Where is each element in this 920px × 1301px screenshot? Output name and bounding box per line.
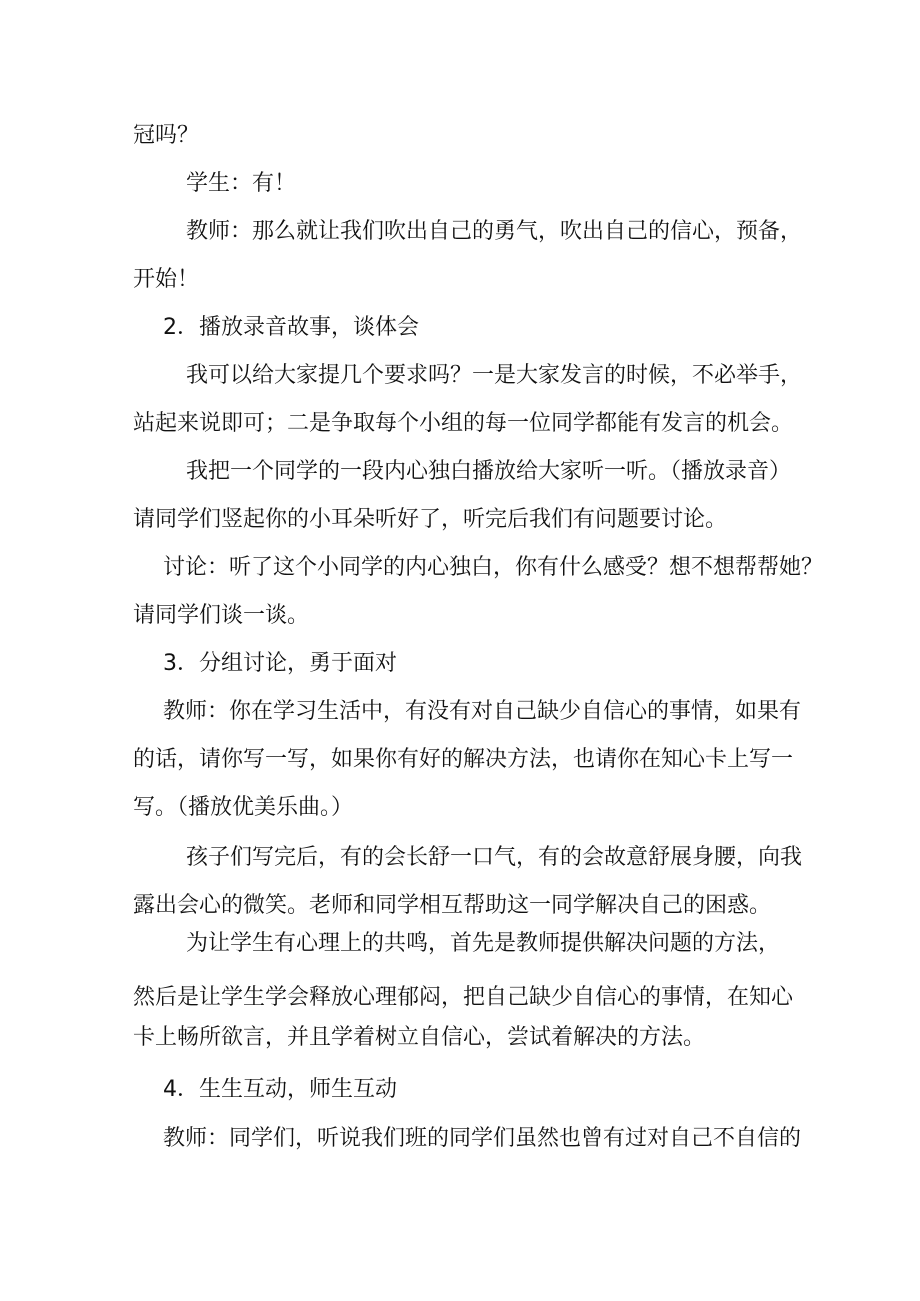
text-line: 的话，请你写一写，如果你有好的解决方法，也请你在知心卡上写一 <box>133 747 794 772</box>
section-heading: 2．播放录音故事，谈体会 <box>163 315 419 340</box>
text-line: 然后是让学生学会释放心理郁闷，把自己缺少自信心的事情，在知心 <box>133 985 794 1010</box>
text-line: 卡上畅所欲言，并且学着树立自信心，尝试着解决的方法。 <box>133 1025 706 1050</box>
section-heading: 4．生生互动，师生互动 <box>163 1077 397 1102</box>
text-line: 我可以给大家提几个要求吗？一是大家发言的时候，不必举手， <box>186 363 803 388</box>
text-line: 讨论：听了这个小同学的内心独白，你有什么感受？想不想帮帮她？ <box>163 555 824 580</box>
text-line: 冠吗？ <box>133 123 200 148</box>
text-line: 开始！ <box>133 267 200 292</box>
text-line: 孩子们写完后，有的会长舒一口气，有的会故意舒展身腰，向我 <box>186 845 803 870</box>
text-line: 请同学们竖起你的小耳朵听好了，听完后我们有问题要讨论。 <box>133 507 728 532</box>
text-line: 我把一个同学的一段内心独白播放给大家听一听。（播放录音） <box>186 459 792 484</box>
text-line: 为让学生有心理上的共鸣，首先是教师提供解决问题的方法， <box>186 931 781 956</box>
text-line: 写。（播放优美乐曲。） <box>133 795 354 820</box>
section-heading: 3．分组讨论，勇于面对 <box>163 651 397 676</box>
text-line: 请同学们谈一谈。 <box>133 603 310 628</box>
text-line: 站起来说即可；二是争取每个小组的每一位同学都能有发言的机会。 <box>133 411 794 436</box>
text-line: 教师：你在学习生活中，有没有对自己缺少自信心的事情，如果有 <box>163 699 802 724</box>
text-line: 教师：同学们，听说我们班的同学们虽然也曾有过对自己不自信的 <box>163 1126 802 1151</box>
text-line: 教师：那么就让我们吹出自己的勇气，吹出自己的信心，预备， <box>186 219 803 244</box>
text-line: 露出会心的微笑。老师和同学相互帮助这一同学解决自己的困惑。 <box>133 893 772 918</box>
text-line: 学生：有！ <box>186 171 297 196</box>
